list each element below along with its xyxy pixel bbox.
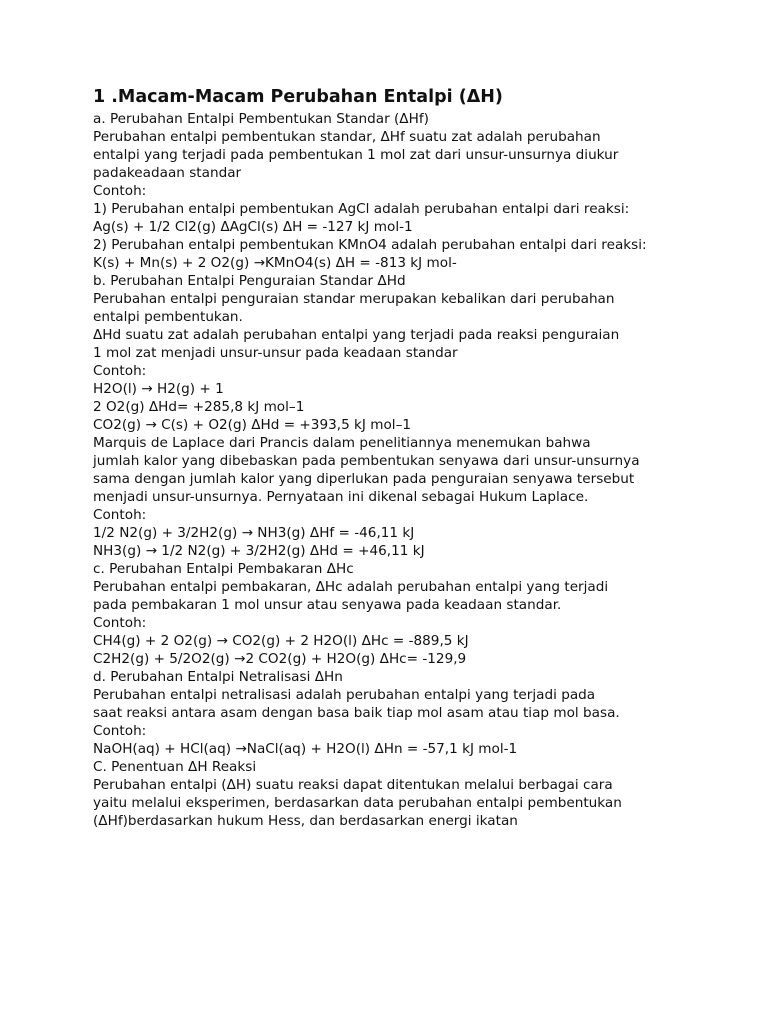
text-line: menjadi unsur-unsurnya. Pernyataan ini dikenal sebagai Hukum Laplace. xyxy=(93,489,589,505)
text-line: ΔHd suatu zat adalah perubahan entalpi yang terjadi pada reaksi penguraian xyxy=(93,327,620,343)
text-line: padakeadaan standar xyxy=(93,165,242,181)
document-title: 1 .Macam-Macam Perubahan Entalpi (ΔH) xyxy=(93,87,503,107)
text-line: NaOH(aq) + HCl(aq) →NaCl(aq) + H2O(l) ΔHn = -57,1 kJ mol-1 xyxy=(93,741,518,757)
text-line: Contoh: xyxy=(93,363,147,379)
text-line: 1 mol zat menjadi unsur-unsur pada keadaan standar xyxy=(93,345,458,361)
text-line: CO2(g) → C(s) + O2(g) ΔHd = +393,5 kJ mol–1 xyxy=(93,417,412,433)
text-line: a. Perubahan Entalpi Pembentukan Standar (ΔHf) xyxy=(93,111,429,127)
text-line: Contoh: xyxy=(93,507,147,523)
text-line: Contoh: xyxy=(93,183,147,199)
text-line: C2H2(g) + 5/2O2(g) →2 CO2(g) + H2O(g) ΔHc= -129,9 xyxy=(93,651,467,667)
text-line: 2 O2(g) ΔHd= +285,8 kJ mol–1 xyxy=(93,399,305,415)
text-line: Perubahan entalpi pembakaran, ΔHc adalah perubahan entalpi yang terjadi xyxy=(93,579,609,595)
text-line: d. Perubahan Entalpi Netralisasi ΔHn xyxy=(93,669,343,685)
text-line: yaitu melalui eksperimen, berdasarkan data perubahan entalpi pembentukan xyxy=(93,795,622,811)
text-line: NH3(g) → 1/2 N2(g) + 3/2H2(g) ΔHd = +46,11 kJ xyxy=(93,543,425,559)
text-line: H2O(l) → H2(g) + 1 xyxy=(93,381,224,397)
document-body xyxy=(93,110,733,830)
text-line: (ΔHf)berdasarkan hukum Hess, dan berdasarkan energi ikatan xyxy=(93,813,518,829)
text-line: Perubahan entalpi penguraian standar merupakan kebalikan dari perubahan xyxy=(93,291,615,307)
text-line: 1) Perubahan entalpi pembentukan AgCl adalah perubahan entalpi dari reaksi: xyxy=(93,201,630,217)
document-page xyxy=(93,86,733,830)
text-line: CH4(g) + 2 O2(g) → CO2(g) + 2 H2O(l) ΔHc = -889,5 kJ xyxy=(93,633,469,649)
text-line: Perubahan entalpi netralisasi adalah perubahan entalpi yang terjadi pada xyxy=(93,687,596,703)
text-line: Perubahan entalpi pembentukan standar, ΔHf suatu zat adalah perubahan xyxy=(93,129,601,145)
text-line: saat reaksi antara asam dengan basa baik tiap mol asam atau tiap mol basa. xyxy=(93,705,620,721)
text-line: b. Perubahan Entalpi Penguraian Standar ΔHd xyxy=(93,273,406,289)
text-line: jumlah kalor yang dibebaskan pada pembentukan senyawa dari unsur-unsurnya xyxy=(93,453,640,469)
text-line: Marquis de Laplace dari Prancis dalam penelitiannya menemukan bahwa xyxy=(93,435,591,451)
text-line: Ag(s) + 1/2 Cl2(g) ΔAgCl(s) ΔH = -127 kJ mol-1 xyxy=(93,219,413,235)
text-line: Contoh: xyxy=(93,615,147,631)
text-line: Contoh: xyxy=(93,723,147,739)
text-line: c. Perubahan Entalpi Pembakaran ΔHc xyxy=(93,561,354,577)
text-line: 1/2 N2(g) + 3/2H2(g) → NH3(g) ΔHf = -46,11 kJ xyxy=(93,525,415,541)
text-line: K(s) + Mn(s) + 2 O2(g) →KMnO4(s) ΔH = -813 kJ mol- xyxy=(93,255,457,271)
text-line: C. Penentuan ΔH Reaksi xyxy=(93,759,257,775)
text-line: 2) Perubahan entalpi pembentukan KMnO4 adalah perubahan entalpi dari reaksi: xyxy=(93,237,647,253)
text-line: sama dengan jumlah kalor yang diperlukan pada penguraian senyawa tersebut xyxy=(93,471,635,487)
text-line: entalpi yang terjadi pada pembentukan 1 mol zat dari unsur-unsurnya diukur xyxy=(93,147,619,163)
text-line: entalpi pembentukan. xyxy=(93,309,243,325)
text-line: pada pembakaran 1 mol unsur atau senyawa pada keadaan standar. xyxy=(93,597,562,613)
text-line: Perubahan entalpi (ΔH) suatu reaksi dapat ditentukan melalui berbagai cara xyxy=(93,777,613,793)
